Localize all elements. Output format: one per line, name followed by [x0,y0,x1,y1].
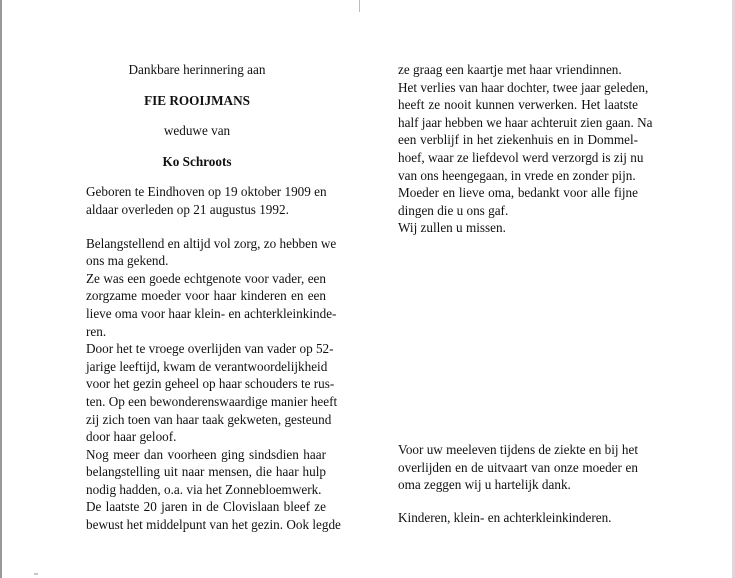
text-line: zij zich toen van haar taak gekweten, gesteund [86,411,332,427]
text-line: ons ma gekend. [86,253,169,269]
right-page [398,61,653,237]
text-line: Wij zullen u missen. [398,220,506,236]
paragraph-character [86,235,337,270]
left-page [86,61,341,534]
text-line: jarige leeftijd, kwam de verantwoordelijkheid [86,358,328,374]
spouse-name: Ko Schroots [162,153,232,169]
text-line: nodig hadden, o.a. via het Zonnebloemwerk. [86,481,322,497]
scan-speck [34,573,38,575]
thanks-block [398,441,638,494]
text-line: Geboren te Eindhoven op 19 oktober 1909 en [86,184,327,200]
paragraph-continuation [398,61,638,79]
text-line: Door het te vroege overlijden van vader op 52- [86,341,334,357]
text-line: ren. [86,323,107,339]
text-line: lieve oma voor haar klein- en achterkleinkinde- [86,305,337,321]
text-line: ze graag een kaartje met haar vriendinnen. [398,62,622,77]
text-line: van ons heengegaan, in vrede en zonder pijn. [398,167,636,183]
deceased-name: FIE ROOIJMANS [144,92,250,108]
text-line: Belangstellend en altijd vol zorg, zo hebben we [86,235,337,251]
text-line: Nog meer dan voorheen ging sindsdien haar [86,446,326,462]
text-line: Ze was een goede echtgenote voor vader, een [86,270,326,286]
text-line: voor het gezin geheel op haar schouders te rus- [86,376,335,392]
paragraph-last-years [86,498,341,533]
text-line: Moeder en lieve oma, bedankt voor alle fijne [398,185,638,201]
text-line: zorgzame moeder voor haar kinderen en een [86,288,326,304]
text-line: De laatste 20 jaren in de Clovislaan bleef ze [86,499,326,515]
scan-edge-left [0,0,2,578]
paragraph-interest [86,446,326,499]
text-line: overlijden en de uitvaart van onze moeder en [398,459,638,475]
text-line: Het verlies van haar dochter, twee jaar geleden, [398,79,649,95]
family-signoff: Kinderen, klein- en achterkleinkinderen. [398,510,612,525]
text-line: half jaar hebben we haar achteruit zien gaan. Na [398,114,653,130]
text-line: aldaar overleden op 21 augustus 1992. [86,201,289,217]
fold-mark [359,0,360,12]
relation-line: weduwe van [163,123,231,139]
text-line: ten. Op een bewonderenswaardige manier heeft [86,393,338,409]
text-line: oma zeggen wij u hartelijk dank. [398,477,571,493]
text-line: hoef, waar ze liefdevol werd verzorgd is zij nu [398,149,644,165]
paragraph-birth-death [86,183,326,218]
paragraph-family [86,270,337,340]
text-line: een verblijf in het ziekenhuis en in Dommel- [398,132,638,148]
paragraph-loss [398,79,653,185]
text-line: bewust het middelpunt van het gezin. Ook legde [86,517,341,533]
paragraph-farewell [398,219,638,237]
intro-line: Dankbare herinnering aan [128,62,266,77]
paragraph-gratitude [398,184,638,219]
text-line: heeft ze nooit kunnen verwerken. Het laatste [398,97,638,113]
text-line: dingen die u ons gaf. [398,202,509,218]
text-line: Voor uw meeleven tijdens de ziekte en bij het [398,442,638,457]
text-line: belangstelling uit naar mensen, die haar hulp [86,464,326,480]
paragraph-responsibility [86,340,338,446]
text-line: door haar geloof. [86,429,177,445]
